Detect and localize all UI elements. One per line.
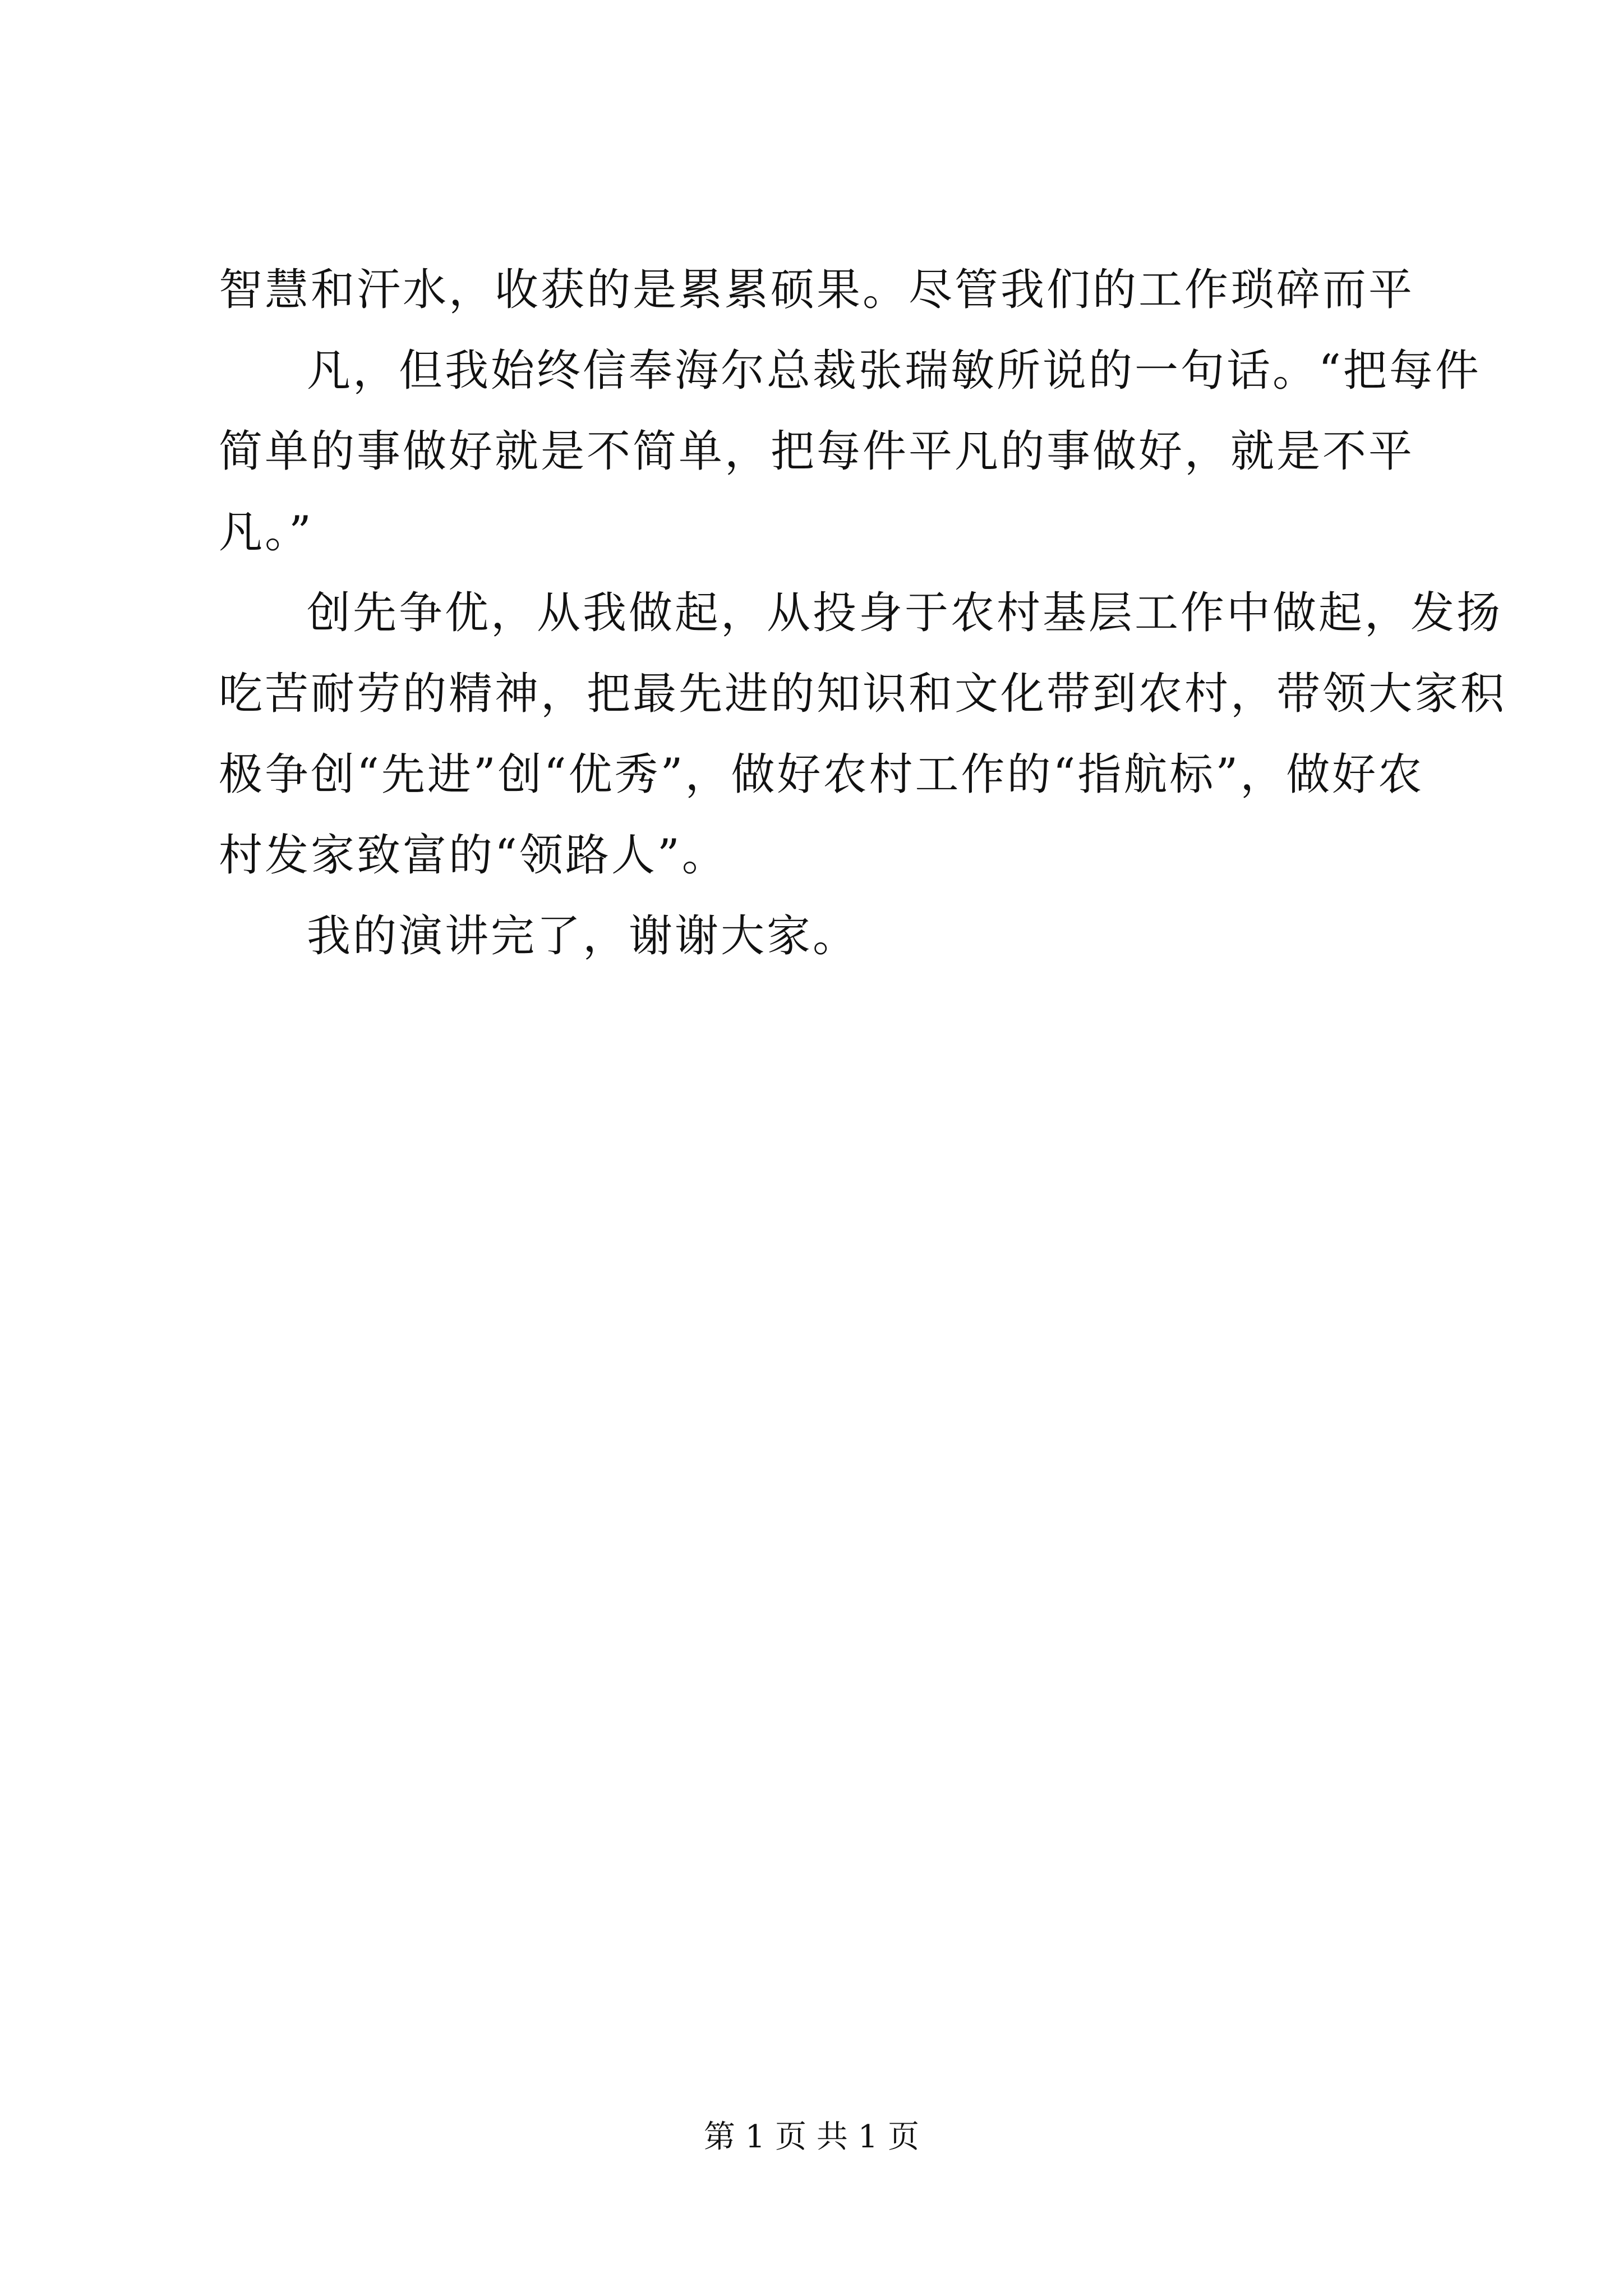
text-line: 我的演讲完了，谢谢大家。 <box>307 911 859 961</box>
text-line: 凡。” <box>219 507 313 558</box>
text-line: 智慧和汗水，收获的是累累硕果。尽管我们的工作琐碎而平 <box>219 265 1415 315</box>
text-line: 村发家致富的“领路人”。 <box>219 830 728 881</box>
text-line: 简单的事做好就是不简单，把每件平凡的事做好，就是不平 <box>219 426 1415 477</box>
text-line: 创先争优，从我做起，从投身于农村基层工作中做起，发扬 <box>307 588 1503 638</box>
page-footer: 第 1 页 共 1 页 <box>703 2119 920 2155</box>
text-line: 凡，但我始终信奉海尔总裁张瑞敏所说的一句话。“把每件 <box>307 346 1481 396</box>
text-line: 吃苦耐劳的精神，把最先进的知识和文化带到农村，带领大家积 <box>219 669 1507 719</box>
text-line: 极争创“先进”创“优秀”，做好农村工作的“指航标”，做好农 <box>219 749 1424 800</box>
document-body <box>219 250 1507 977</box>
